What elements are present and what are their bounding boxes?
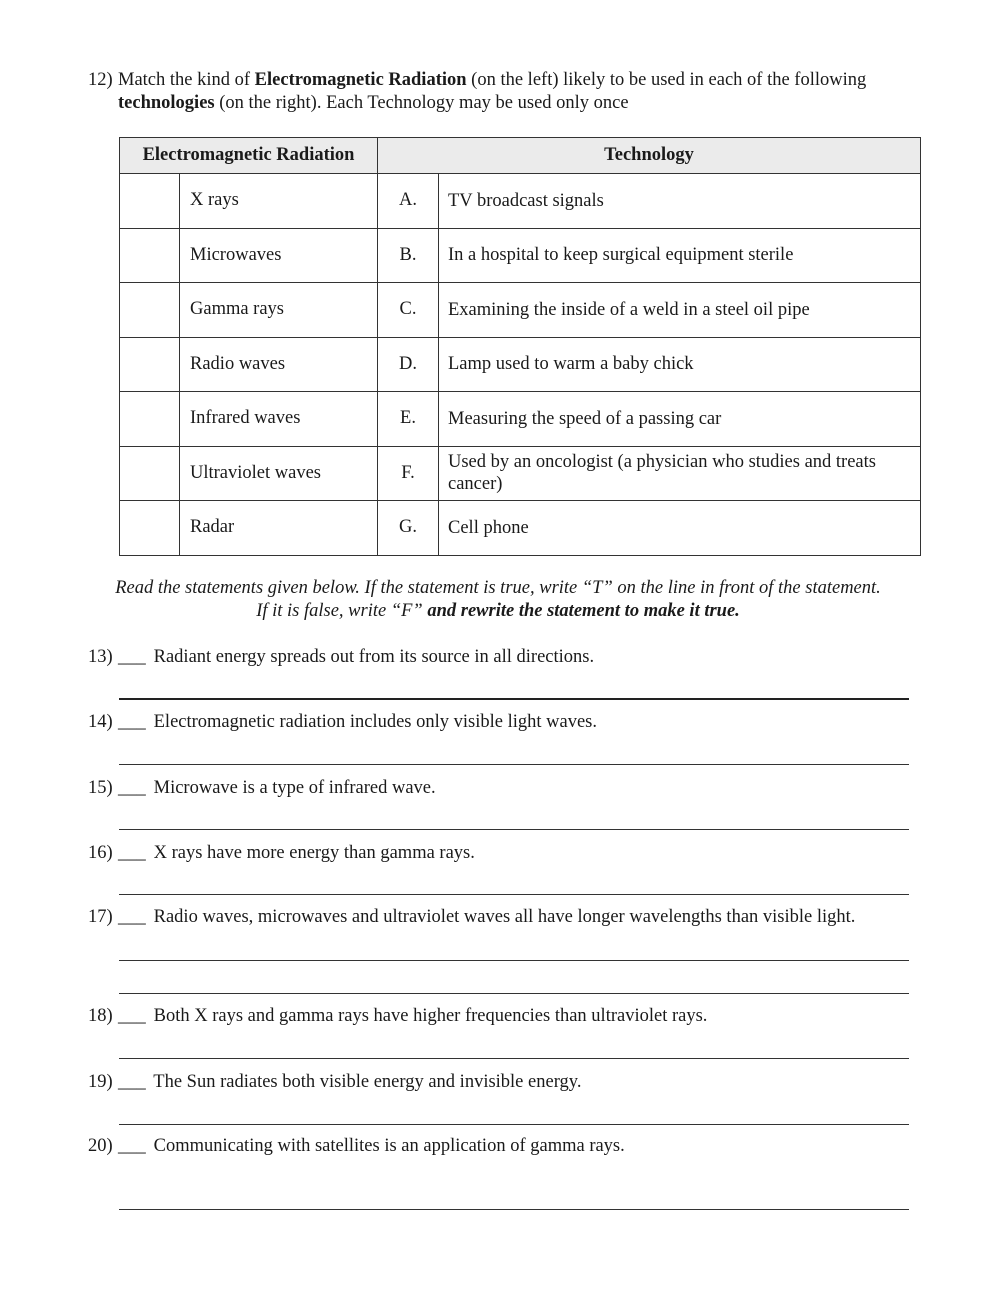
table-row [120, 446, 921, 501]
statement-text: The Sun radiates both visible energy and invisible energy. [153, 1072, 582, 1092]
statement-13 [88, 646, 594, 668]
statement-number: 15) [88, 778, 113, 798]
letter-cell: B. [378, 228, 439, 283]
answer-cell[interactable] [120, 228, 180, 283]
technology-cell: Cell phone [439, 501, 921, 556]
letter-cell: E. [378, 392, 439, 447]
letter-cell: A. [378, 174, 439, 229]
answer-line[interactable] [119, 764, 909, 765]
statement-number: 18) [88, 1006, 113, 1026]
answer-line[interactable] [119, 698, 909, 700]
instructions-line-2: If it is false, write “F” and rewrite the statement to make it true. [256, 601, 740, 621]
answer-cell[interactable] [120, 174, 180, 229]
statement-text: Both X rays and gamma rays have higher frequencies than ultraviolet rays. [153, 1006, 708, 1026]
tf-blank[interactable]: ___ [118, 907, 146, 927]
radiation-cell: Ultraviolet waves [180, 446, 378, 501]
technology-cell: Lamp used to warm a baby chick [439, 337, 921, 392]
statement-text: Radiant energy spreads out from its source in all directions. [153, 647, 595, 667]
instructions [60, 577, 936, 623]
statement-text: Electromagnetic radiation includes only visible light waves. [153, 712, 597, 732]
answer-cell[interactable] [120, 337, 180, 392]
technology-cell: Examining the inside of a weld in a steel oil pipe [439, 283, 921, 338]
statement-text: Radio waves, microwaves and ultraviolet waves all have longer wavelengths than visible light. [153, 907, 856, 927]
table-row [120, 228, 921, 283]
letter-cell: C. [378, 283, 439, 338]
question-12-text: Match the kind of Electromagnetic Radiation (on the left) likely to be used in each of the following technologies (on the right). Each Technology may be used only once [118, 70, 867, 113]
statement-number: 20) [88, 1136, 113, 1156]
radiation-cell: Radar [180, 501, 378, 556]
header-radiation: Electromagnetic Radiation [120, 138, 378, 174]
technology-cell: Used by an oncologist (a physician who studies and treats cancer) [439, 446, 921, 501]
tf-blank[interactable]: ___ [118, 843, 146, 863]
radiation-cell: Microwaves [180, 228, 378, 283]
statement-18 [88, 1005, 707, 1027]
statement-number: 19) [88, 1072, 113, 1092]
tf-blank[interactable]: ___ [118, 1072, 146, 1092]
radiation-cell: Gamma rays [180, 283, 378, 338]
answer-line[interactable] [119, 993, 909, 994]
tf-blank[interactable]: ___ [118, 712, 146, 732]
radiation-cell: Infrared waves [180, 392, 378, 447]
statement-20 [88, 1135, 625, 1157]
header-technology: Technology [378, 138, 921, 174]
technology-cell: In a hospital to keep surgical equipment sterile [439, 228, 921, 283]
answer-cell[interactable] [120, 446, 180, 501]
statement-16 [88, 842, 475, 864]
tf-blank[interactable]: ___ [118, 778, 146, 798]
statement-15 [88, 777, 436, 799]
matching-table [119, 137, 921, 556]
answer-line[interactable] [119, 960, 909, 961]
answer-cell[interactable] [120, 283, 180, 338]
answer-cell[interactable] [120, 501, 180, 556]
technology-cell: TV broadcast signals [439, 174, 921, 229]
table-row [120, 174, 921, 229]
table-header-row [120, 138, 921, 174]
statement-text: Communicating with satellites is an application of gamma rays. [153, 1136, 625, 1156]
tf-blank[interactable]: ___ [118, 1136, 146, 1156]
answer-line[interactable] [119, 894, 909, 895]
radiation-cell: X rays [180, 174, 378, 229]
letter-cell: G. [378, 501, 439, 556]
answer-line[interactable] [119, 1058, 909, 1059]
statement-text: Microwave is a type of infrared wave. [153, 778, 436, 798]
letter-cell: F. [378, 446, 439, 501]
statement-number: 16) [88, 843, 113, 863]
letter-cell: D. [378, 337, 439, 392]
statement-17 [88, 906, 855, 928]
technology-cell: Measuring the speed of a passing car [439, 392, 921, 447]
radiation-cell: Radio waves [180, 337, 378, 392]
table-row [120, 337, 921, 392]
question-number: 12) [88, 70, 113, 90]
answer-cell[interactable] [120, 392, 180, 447]
answer-line[interactable] [119, 829, 909, 830]
statement-number: 14) [88, 712, 113, 732]
answer-line[interactable] [119, 1209, 909, 1210]
table-row [120, 501, 921, 556]
statement-text: X rays have more energy than gamma rays. [153, 843, 475, 863]
answer-line[interactable] [119, 1124, 909, 1125]
instructions-line-1: Read the statements given below. If the statement is true, write “T” on the line in front of the statement. [115, 578, 881, 598]
table-row [120, 392, 921, 447]
table-row [120, 283, 921, 338]
tf-blank[interactable]: ___ [118, 1006, 146, 1026]
tf-blank[interactable]: ___ [118, 647, 146, 667]
statement-14 [88, 711, 597, 733]
statement-number: 13) [88, 647, 113, 667]
statement-number: 17) [88, 907, 113, 927]
statement-19 [88, 1071, 581, 1093]
question-12 [88, 69, 928, 115]
